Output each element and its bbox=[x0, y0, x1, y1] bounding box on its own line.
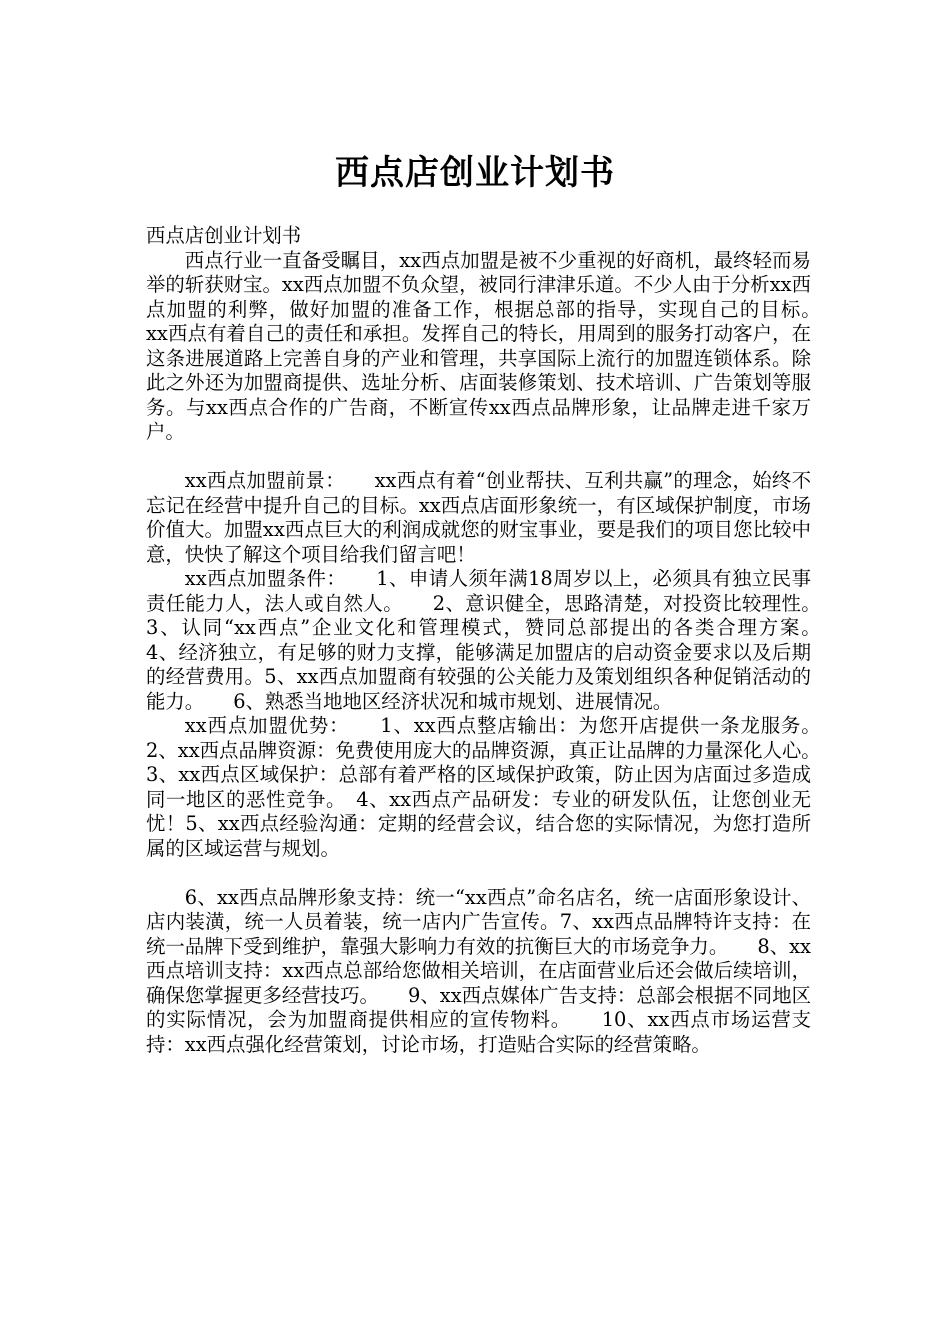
paragraph-advantages: xx西点加盟优势： 1、xx西点整店输出：为您开店提供一条龙服务。 2、xx西点品牌资源：免费使用庞大的品牌资源，真正让品牌的力量深化人心。 3、xx西点区域保护：总部有着严格的区域保护政策，防止因为店面过多造成同一地区的恶性竞争。 4、xx西点产品研发：专业的研发队伍，让您创业无忧！5、xx西点经验沟通：定期的经营会议，结合您的实际情况，为您打造所属的区域运营与规划。 bbox=[146, 714, 850, 860]
paragraph-conditions: xx西点加盟条件： 1、申请人须年满18周岁以上，必须具有独立民事责任能力人，法人或自然人。 2、意识健全，思路清楚，对投资比较理性。 3、认同“xx西点”企业文化和管理模式，赞同总部提出的各类合理方案。 4、经济独立，有足够的财力支撑，能够满足加盟店的启动资金要求以及后期的经营费用。5、xx西点加盟商有较强的公关能力及策划组织各种促销活动的能力。 6、熟悉当地地区经济状况和城市规划、进展情况。 bbox=[146, 567, 850, 713]
paragraph-gap bbox=[146, 861, 811, 886]
paragraph-intro: 西点行业一直备受瞩目，xx西点加盟是被不少重视的好商机，最终轻而易举的斩获财宝。xx西点加盟不负众望，被同行津津乐道。不少人由于分析xx西点加盟的利弊，做好加盟的准备工作，根据总部的指导，实现自己的目标。 xx西点有着自己的责任和承担。发挥自己的特长，用周到的服务打动客户，在这条进展道路上完善自身的产业和管理，共享国际上流行的加盟连锁体系。除此之外还为加盟商提供、选址分析、店面装修策划、技术培训、广告策划等服务。与xx西点合作的广告商，不断宣传xx西点品牌形象，让品牌走进千家万户。 bbox=[146, 248, 850, 443]
paragraph-support: 6、xx西点品牌形象支持：统一“xx西点”命名店名，统一店面形象设计、店内装潢，统一人员着装，统一店内广告宣传。7、xx西点品牌特许支持：在统一品牌下受到维护，靠强大影响力有效的抗衡巨大的市场竞争力。 8、xx西点培训支持：xx西点总部给您做相关培训，在店面营业后还会做后续培训，确保您掌握更多经营技巧。 9、xx西点媒体广告支持：总部会根据不同地区的实际情况，会为加盟商提供相应的宣传物料。 10、xx西点市场运营支持：xx西点强化经营策划，讨论市场，打造贴合实际的经营策略。 bbox=[146, 885, 811, 1056]
paragraph-prospects: xx西点加盟前景： xx西点有着“创业帮扶、互利共赢”的理念，始终不忘记在经营中提升自己的目标。xx西点店面形象统一，有区域保护制度，市场价值大。加盟xx西点巨大的利润成就您的财宝事业，要是我们的项目您比较中意，快快了解这个项目给我们留言吧！ bbox=[146, 469, 811, 566]
paragraph-gap bbox=[146, 445, 811, 470]
document-subtitle: 西点店创业计划书 bbox=[146, 224, 302, 247]
document-body bbox=[146, 224, 850, 1057]
document-title: 西点店创业计划书 bbox=[335, 152, 615, 193]
